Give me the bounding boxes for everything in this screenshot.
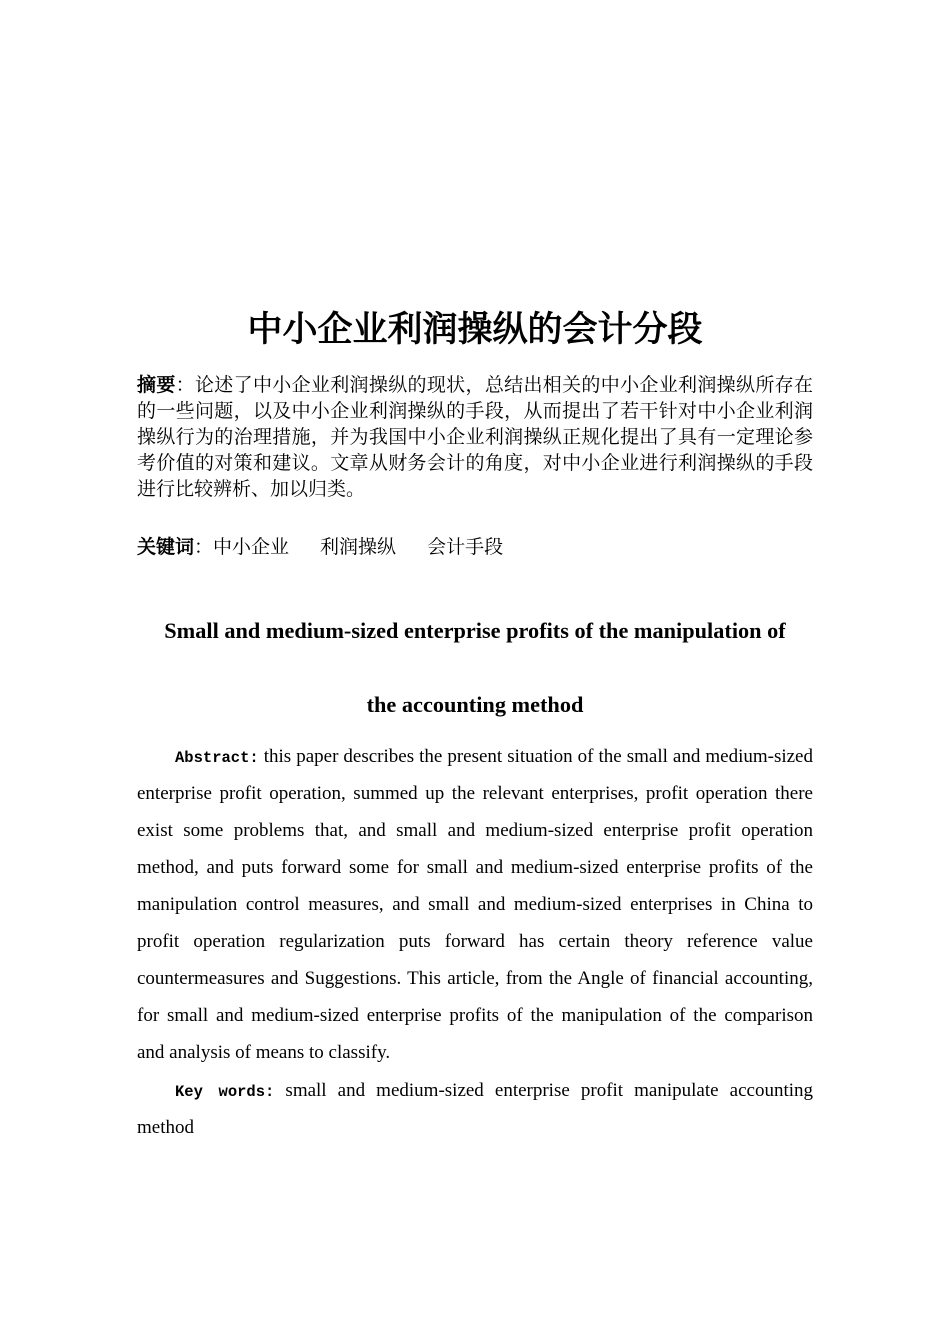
chinese-abstract-line: 考价值的对策和建议。文章从财务会计的角度，对中小企业进行利润操纵的手段	[137, 452, 813, 474]
chinese-abstract-text: 论述了中小企业利润操纵的现状，总结出相关的中小企业利润操纵所存在	[194, 374, 813, 396]
english-abstract-line: exist some problems that, and small and medium-sized enterprise profit operation	[137, 820, 813, 841]
chinese-abstract-line	[137, 372, 813, 398]
english-keywords	[137, 1072, 813, 1146]
english-abstract-line: manipulation control measures, and small and medium-sized enterprises in China to	[137, 894, 813, 915]
chinese-keywords-colon: ：	[194, 536, 214, 558]
chinese-keyword: 中小企业	[213, 536, 290, 558]
english-abstract-line	[137, 738, 813, 775]
english-abstract	[137, 738, 813, 1071]
english-abstract-line: profit operation regularization puts forward has certain theory reference value	[137, 931, 813, 952]
chinese-keyword: 会计手段	[427, 536, 504, 558]
english-abstract-line: countermeasures and Suggestions. This article, from the Angle of financial accounting,	[137, 968, 813, 989]
english-abstract-text: this paper describes the present situation of the small and medium-sized	[263, 746, 813, 767]
chinese-title: 中小企业利润操纵的会计分段	[247, 310, 703, 350]
english-title-line: the accounting method	[366, 692, 584, 717]
english-abstract-line: method, and puts forward some for small and medium-sized enterprise profits of the	[137, 857, 813, 878]
english-abstract-line: for small and medium-sized enterprise profits of the manipulation of the comparison	[137, 1005, 813, 1026]
chinese-keyword: 利润操纵	[320, 536, 397, 558]
english-keywords-line	[137, 1072, 813, 1109]
chinese-abstract	[137, 372, 813, 502]
chinese-abstract-line: 的一些问题，以及中小企业利润操纵的手段，从而提出了若干针对中小企业利润	[137, 400, 813, 422]
english-title-line: Small and medium-sized enterprise profits of the manipulation of	[164, 618, 786, 643]
english-abstract-line: and analysis of means to classify.	[137, 1042, 391, 1063]
chinese-abstract-colon: ：	[175, 374, 195, 396]
english-abstract-line: enterprise profit operation, summed up the relevant enterprises, profit operation there	[137, 783, 813, 804]
chinese-abstract-line: 操纵行为的治理措施，并为我国中小企业利润操纵正规化提出了具有一定理论参	[137, 426, 813, 448]
english-keywords-line: method	[137, 1117, 194, 1138]
english-keywords-label: Key words:	[175, 1083, 275, 1101]
english-abstract-label: Abstract:	[175, 749, 259, 767]
english-keywords-text: small and medium-sized enterprise profit manipulate accounting	[285, 1080, 813, 1101]
english-title	[137, 594, 813, 742]
chinese-keywords	[137, 534, 813, 560]
chinese-abstract-line: 进行比较辨析、加以归类。	[137, 478, 366, 500]
chinese-keywords-label: 关键词	[137, 536, 195, 558]
chinese-abstract-label: 摘要	[137, 374, 176, 396]
